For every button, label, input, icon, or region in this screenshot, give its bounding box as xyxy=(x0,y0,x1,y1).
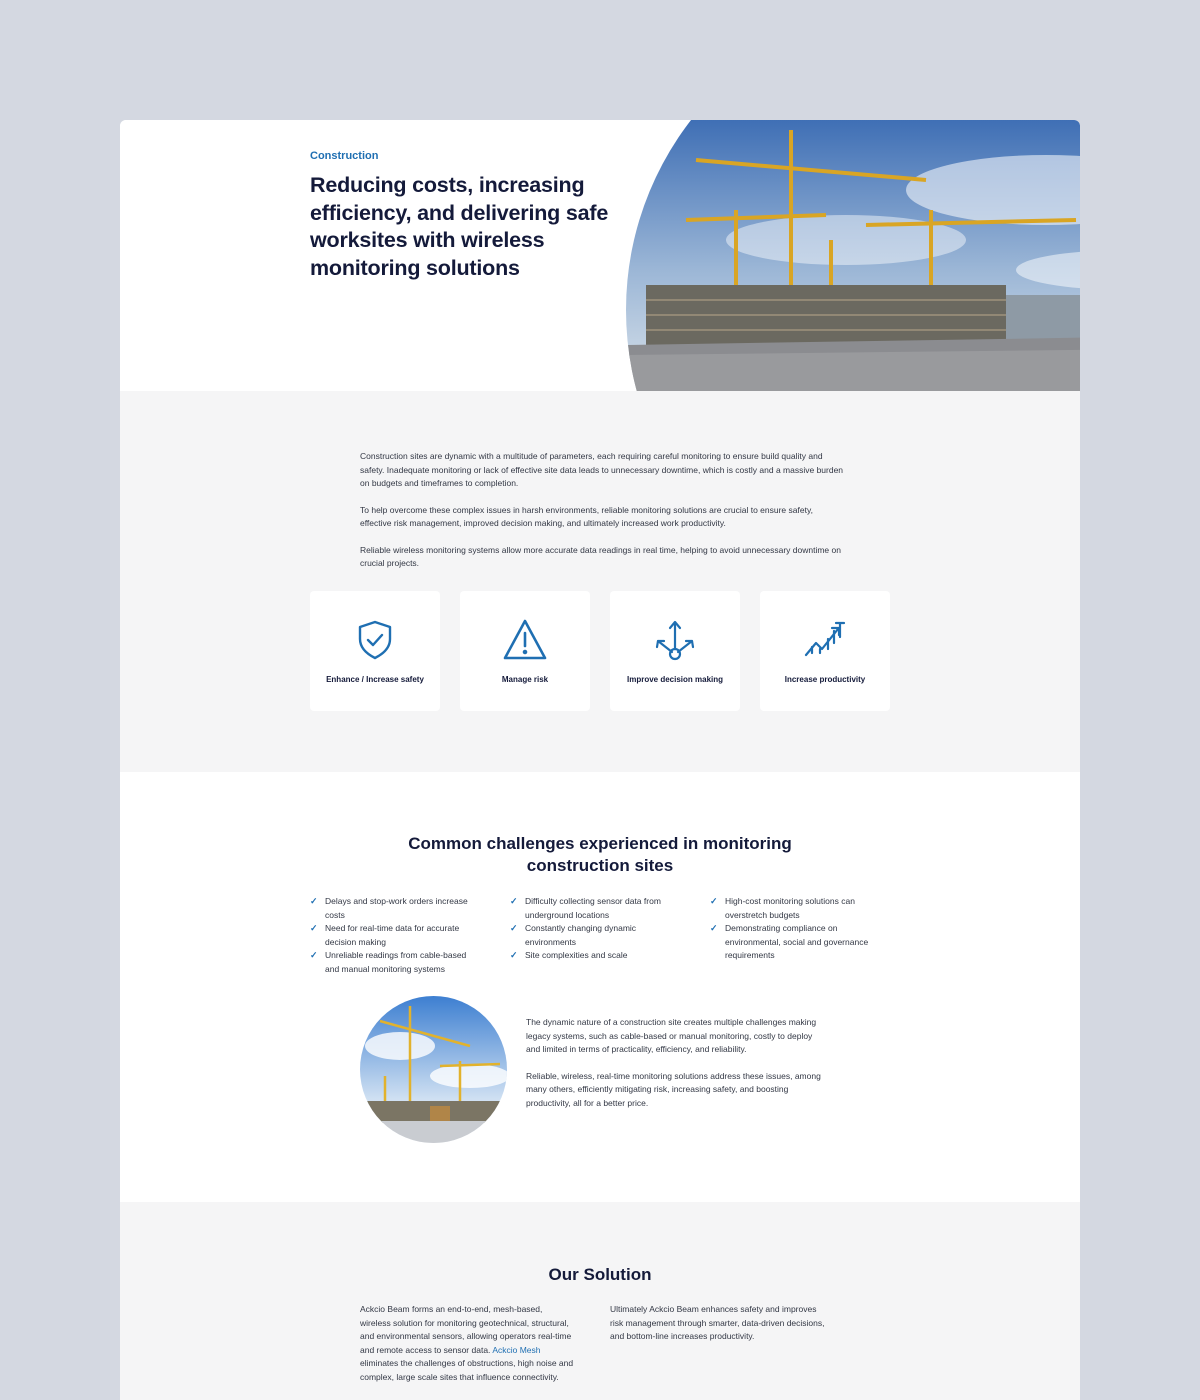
benefit-label: Enhance / Increase safety xyxy=(326,675,424,684)
warning-triangle-icon xyxy=(502,617,548,663)
benefit-card-risk xyxy=(460,591,590,711)
list-item-text: Delays and stop-work orders increase costs xyxy=(325,896,468,920)
list-item-text: Constantly changing dynamic environments xyxy=(525,923,637,947)
intro-section xyxy=(120,391,1080,772)
solution-text: eliminates the challenges of obstructions, high noise and complex, large scale sites that influence connectivity. xyxy=(360,1358,574,1382)
page-card xyxy=(120,120,1080,1400)
list-item-text: Difficulty collecting sensor data from underground locations xyxy=(525,896,661,920)
check-icon: ✓ xyxy=(710,896,718,906)
check-icon: ✓ xyxy=(310,896,318,906)
category-eyebrow[interactable]: Construction xyxy=(310,150,379,162)
challenges-text xyxy=(526,1016,826,1123)
solution-text: Ackcio Beam forms an end-to-end, mesh-based, wireless solution for monitoring geotechnical, structural, and environmental sensors, allowing operators real-time and remote access to sensor data. xyxy=(360,1304,572,1355)
check-icon: ✓ xyxy=(710,923,718,933)
hero-construction-photo xyxy=(626,120,1080,391)
list-item xyxy=(510,895,680,922)
list-item xyxy=(510,922,680,949)
list-item xyxy=(310,949,480,976)
list-item xyxy=(710,922,880,963)
challenges-heading-line: construction sites xyxy=(526,855,674,875)
construction-circle-photo xyxy=(360,996,507,1143)
growth-chart-icon xyxy=(802,617,848,663)
list-item xyxy=(310,895,480,922)
solution-right-text: Ultimately Ackcio Beam enhances safety and improves risk management through smarter, data-driven decisions, and bottom-line increases productivity. xyxy=(610,1304,825,1341)
challenges-heading xyxy=(120,833,1080,876)
check-icon: ✓ xyxy=(310,923,318,933)
decision-arrows-icon xyxy=(652,617,698,663)
challenges-column xyxy=(310,895,480,976)
solution-columns xyxy=(360,1303,825,1384)
challenges-heading-line: Common challenges experienced in monitoring xyxy=(408,834,792,853)
intro-paragraph: Reliable wireless monitoring systems allow more accurate data readings in real time, helping to avoid unnecessary downtime on crucial projects. xyxy=(360,544,841,568)
benefit-card-decision xyxy=(610,591,740,711)
benefit-label: Manage risk xyxy=(501,675,549,684)
list-item-text: Unreliable readings from cable-based and manual monitoring systems xyxy=(325,950,467,974)
solution-left-text xyxy=(360,1303,575,1384)
list-item xyxy=(310,922,480,949)
challenges-paragraph: Reliable, wireless, real-time monitoring solutions address these issues, among many others, efficiently mitigating risk, increasing safety, and boosting productivity, all for a better price. xyxy=(526,1070,821,1108)
intro-paragraph: To help overcome these complex issues in harsh environments, reliable monitoring solutions are crucial to ensure safety, effective risk management, improved decision making, and ultimately increased work productivity. xyxy=(360,504,813,528)
benefit-cards xyxy=(310,591,890,711)
check-icon: ✓ xyxy=(310,950,318,960)
list-item-text: Demonstrating compliance on environmental, social and governance requirements xyxy=(725,923,869,960)
benefit-label: Increase productivity xyxy=(784,675,866,684)
benefit-label: Improve decision making xyxy=(626,675,724,684)
check-icon: ✓ xyxy=(510,950,518,960)
benefit-card-productivity xyxy=(760,591,890,711)
list-item-text: High-cost monitoring solutions can overstretch budgets xyxy=(725,896,855,920)
list-item-text: Site complexities and scale xyxy=(525,950,628,960)
intro-paragraph: Construction sites are dynamic with a multitude of parameters, each requiring careful monitoring to ensure build quality and safety. Inadequate monitoring or lack of effective site data leads to unnecessary downtime, which is costly and a massive burden on budgets and timeframes to completion. xyxy=(360,451,844,488)
solution-section xyxy=(120,1202,1080,1400)
list-item xyxy=(710,895,880,922)
challenges-list xyxy=(310,895,880,976)
list-item-text: Need for real-time data for accurate decision making xyxy=(325,923,460,947)
challenges-column xyxy=(710,895,880,976)
shield-check-icon xyxy=(352,617,398,663)
challenges-column xyxy=(510,895,680,976)
hero-section xyxy=(120,120,1080,391)
ackcio-mesh-link[interactable]: Ackcio Mesh xyxy=(492,1344,541,1355)
challenges-paragraph: The dynamic nature of a construction site creates multiple challenges making legacy systems, such as cable-based or manual monitoring, costly to deploy and limited in terms of practicality, efficiency, and reliability. xyxy=(526,1017,817,1054)
intro-text xyxy=(360,450,845,584)
hero-text xyxy=(310,150,610,282)
challenges-section xyxy=(120,772,1080,1202)
solution-heading: Our Solution xyxy=(548,1265,652,1284)
check-icon: ✓ xyxy=(510,896,518,906)
list-item xyxy=(510,949,680,963)
page-title: Reducing costs, increasing efficiency, and delivering safe worksites with wireless monitoring solutions xyxy=(310,173,609,280)
check-icon: ✓ xyxy=(510,923,518,933)
benefit-card-safety xyxy=(310,591,440,711)
